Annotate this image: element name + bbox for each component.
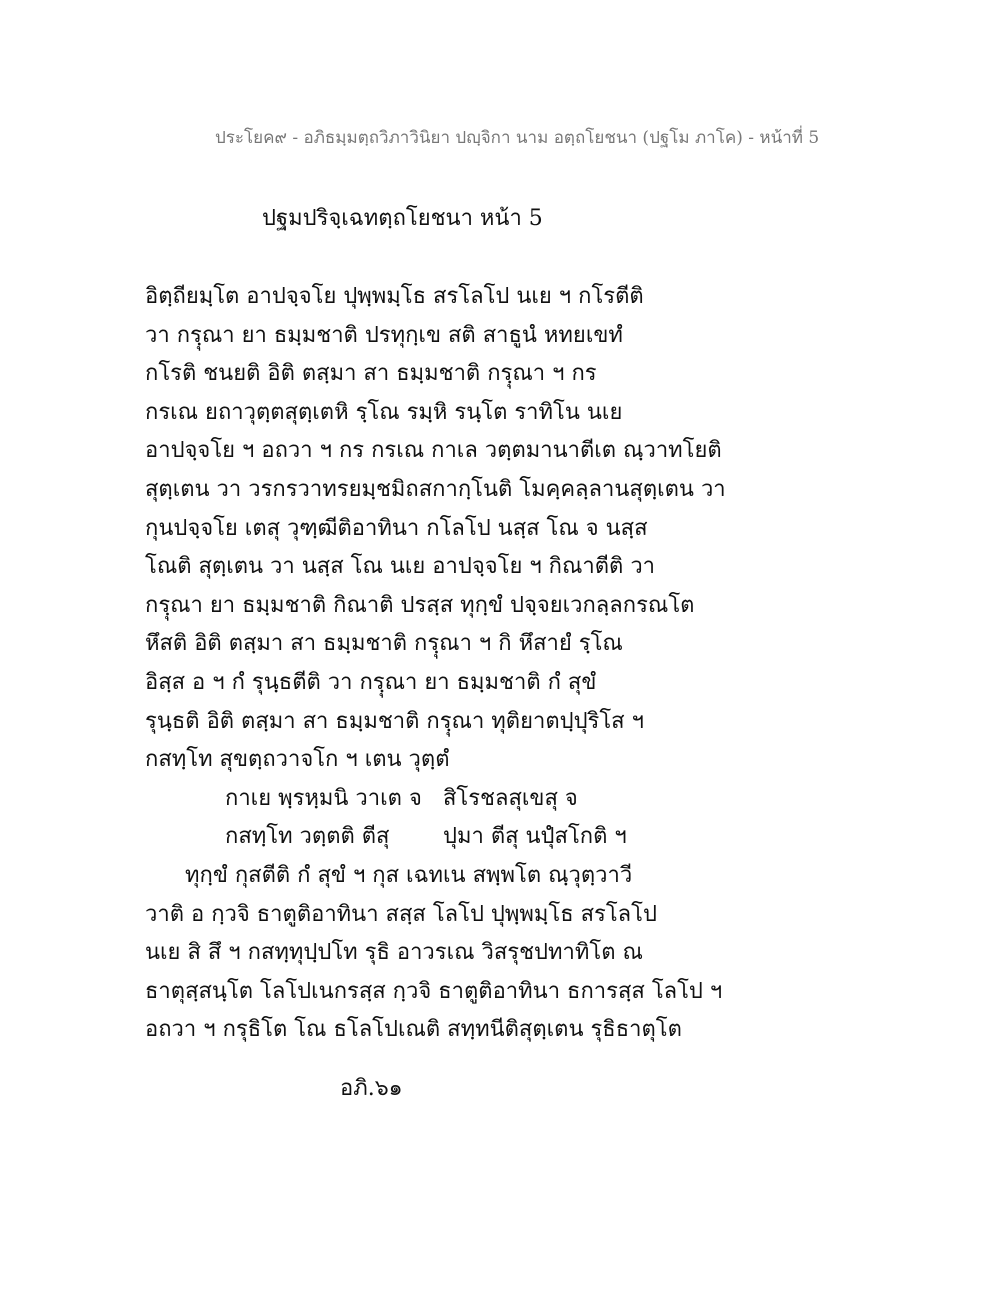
text-line: โณติ สุตฺเตน วา นสฺส โณ นเย อาปจฺจโย ฯ กิณาตีติ วา — [145, 554, 656, 580]
text-line: อิสฺส อ ฯ กํ รุนฺธตีติ วา กรฺุณา ยา ธมฺมชาติ กํ สุขํ — [145, 669, 597, 695]
text-line: กโรติ ชนยติ อิติ ตสฺมา สา ธมฺมชาติ กรฺุณา ฯ กร — [145, 361, 597, 387]
text-line: อถวา ฯ กรุธิโต โณ ธโลโปเณติ สทฺทนีติสุตฺเตน รุธิธาตุโต — [145, 1017, 682, 1043]
verse-first-half: กาเย พฺรหฺมนิ วาเต จ — [225, 785, 422, 811]
text-line: วาติ อ กฺวจิ ธาตูติอาทินา สสฺส โลโป ปุพฺพมฺโธ สรโลโป — [145, 901, 657, 927]
text-line: อิตฺถียมฺโต อาปจฺจโย ปุพฺพมฺโธ สรโลโป นเย ฯ กโรตีติ — [145, 284, 644, 309]
verse-first-half: กสทฺโท วตฺตติ ตีสุ — [225, 824, 390, 850]
footer-page-mark: อภิ.๖๑ — [340, 1076, 403, 1101]
verse-line — [145, 780, 865, 819]
verse-line — [145, 818, 865, 857]
text-line: กรเณ ยถาวุตฺตสุตฺเตหิ รฺโณ รมฺหิ รนฺโต ราทิโน นเย — [145, 399, 623, 425]
text-line: กสทฺโท สุขตฺถวาจโก ฯ เตน วุตฺตํ — [145, 747, 450, 773]
indented-text-line: ทุกฺขํ กุสตีติ กํ สุขํ ฯ กุส เฉทเน สพฺพโต ณฺวุตฺวาวี — [185, 862, 633, 888]
text-line: รุนฺธติ อิติ ตสฺมา สา ธมฺมชาติ กรฺุณา ทุติยาตปฺปุริโส ฯ — [145, 708, 644, 734]
running-header: ประโยค๙ - อภิธมฺมตฺถวิภาวินิยา ปญฺจิกา นาม อตฺถโยชนา (ปฐโม ภาโค) - หน้าที่ 5 — [215, 128, 820, 148]
verse-second-half: สิโรชลสุเขสุ จ — [443, 785, 578, 811]
text-line: สุตฺเตน วา วรกรวาทรยมฺชมิถสกากฺโนติ โมคฺคลฺลานสุตฺเตน วา — [145, 476, 726, 502]
text-line: หึสติ อิติ ตสฺมา สา ธมฺมชาติ กรฺุณา ฯ กิ หึสายํ รฺโณ — [145, 631, 623, 657]
verse-second-half: ปุมา ตีสุ นปุํสโกติ ฯ — [443, 824, 627, 850]
text-line: กรฺุณา ยา ธมฺมชาติ กิณาติ ปรสฺส ทุกฺขํ ปจฺจยเวกลฺลกรณโต — [145, 592, 695, 618]
body-text — [145, 278, 865, 1050]
text-line: วา กรฺุณา ยา ธมฺมชาติ ปรทุกฺเข สติ สาธูนํ หทยเขทํ — [145, 322, 623, 348]
text-line: นเย สิ สึ ฯ กสทฺทุปฺปโท รุธิ อาวรเณ วิสรุชปทาทิโต ณ — [145, 940, 643, 966]
text-line: กุนปจฺจโย เตสุ วุฑฺฒีติอาทินา กโลโป นสฺส โณ จ นสฺส — [145, 515, 648, 541]
text-line: อาปจฺจโย ฯ อถวา ฯ กร กรเณ กาเล วตฺตมานาตีเต ณฺวาทโยติ — [145, 438, 722, 464]
page-title: ปฐมปริจฺเฉทตฺถโยชนา หน้า 5 — [262, 206, 543, 231]
text-line: ธาตุสฺสนฺโต โลโปเนกรสฺส กฺวจิ ธาตูติอาทินา ธการสฺส โลโป ฯ — [145, 978, 723, 1004]
